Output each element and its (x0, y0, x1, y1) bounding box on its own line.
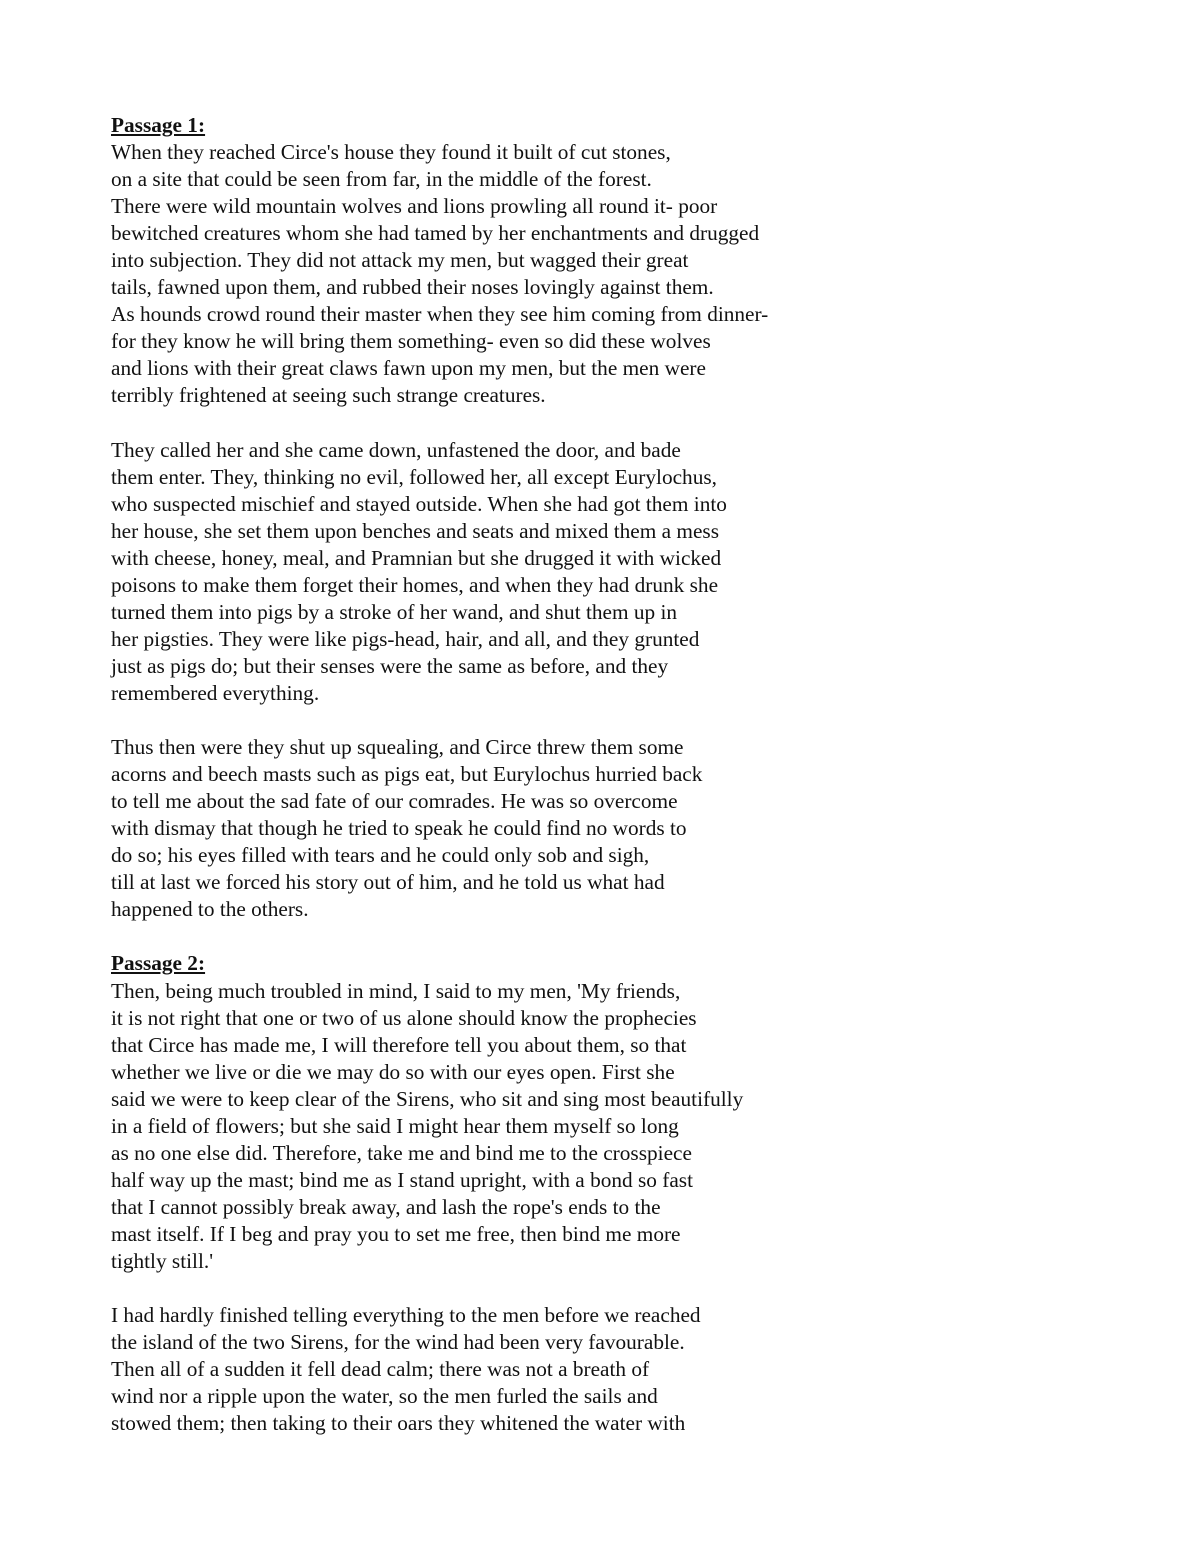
text-line: remembered everything. (111, 680, 320, 705)
text-line: happened to the others. (111, 897, 309, 922)
paragraph (111, 978, 1111, 1276)
text-line: turned them into pigs by a stroke of her wand, and shut them up in (111, 599, 678, 624)
text-line: with cheese, honey, meal, and Pramnian but she drugged it with wicked (111, 545, 722, 570)
text-line: that I cannot possibly break away, and lash the rope's ends to the (111, 1194, 661, 1219)
text-line: bewitched creatures whom she had tamed by her enchantments and drugged (111, 221, 760, 246)
text-line: for they know he will bring them something- even so did these wolves (111, 329, 711, 354)
text-line: stowed them; then taking to their oars they whitened the water with (111, 1411, 686, 1436)
paragraph-gap (111, 707, 1111, 734)
passage-heading: Passage 1: (111, 113, 206, 137)
text-line: her pigsties. They were like pigs-head, hair, and all, and they grunted (111, 626, 700, 651)
text-line: her house, she set them upon benches and seats and mixed them a mess (111, 518, 719, 543)
passage-heading: Passage 2: (111, 951, 206, 976)
text-line: tightly still.' (111, 1248, 214, 1273)
paragraph (111, 437, 1111, 707)
text-line: mast itself. If I beg and pray you to set me free, then bind me more (111, 1221, 681, 1246)
text-line: When they reached Circe's house they found it built of cut stones, (111, 140, 671, 165)
text-line: There were wild mountain wolves and lions prowling all round it- poor (111, 194, 718, 219)
text-line: whether we live or die we may do so with our eyes open. First she (111, 1059, 675, 1084)
passage-2 (111, 950, 1111, 1437)
text-line: to tell me about the sad fate of our comrades. He was so overcome (111, 789, 678, 814)
paragraph (111, 734, 1111, 923)
passage-1 (111, 112, 1111, 950)
text-line: I had hardly finished telling everything to the men before we reached (111, 1303, 701, 1328)
text-line: They called her and she came down, unfastened the door, and bade (111, 437, 681, 462)
text-line: that Circe has made me, I will therefore tell you about them, so that (111, 1032, 687, 1057)
text-line: them enter. They, thinking no evil, followed her, all except Eurylochus, (111, 464, 717, 489)
text-line: on a site that could be seen from far, in the middle of the forest. (111, 167, 652, 192)
text-line: acorns and beech masts such as pigs eat, but Eurylochus hurried back (111, 762, 703, 787)
text-line: terribly frightened at seeing such strange creatures. (111, 383, 546, 408)
paragraph-gap (111, 1275, 1111, 1302)
text-line: wind nor a ripple upon the water, so the men furled the sails and (111, 1384, 658, 1409)
text-line: into subjection. They did not attack my men, but wagged their great (111, 248, 689, 273)
text-line: half way up the mast; bind me as I stand upright, with a bond so fast (111, 1167, 694, 1192)
text-line: with dismay that though he tried to speak he could find no words to (111, 816, 687, 841)
text-line: tails, fawned upon them, and rubbed their noses lovingly against them. (111, 275, 714, 300)
paragraph-gap (111, 923, 1111, 950)
text-line: Thus then were they shut up squealing, and Circe threw them some (111, 735, 684, 760)
text-line: it is not right that one or two of us alone should know the prophecies (111, 1005, 697, 1030)
text-line: who suspected mischief and stayed outside. When she had got them into (111, 491, 727, 516)
text-line: just as pigs do; but their senses were the same as before, and they (111, 653, 669, 678)
text-line: said we were to keep clear of the Sirens, who sit and sing most beautifully (111, 1086, 744, 1111)
text-line: till at last we forced his story out of him, and he told us what had (111, 870, 665, 895)
text-line: as no one else did. Therefore, take me and bind me to the crosspiece (111, 1140, 692, 1165)
document-page (111, 112, 1111, 1437)
text-line: and lions with their great claws fawn upon my men, but the men were (111, 356, 706, 381)
text-line: the island of the two Sirens, for the wind had been very favourable. (111, 1330, 685, 1355)
text-line: in a field of flowers; but she said I might hear them myself so long (111, 1113, 679, 1138)
paragraph (111, 1302, 1111, 1437)
paragraph (111, 139, 1111, 409)
text-line: poisons to make them forget their homes, and when they had drunk she (111, 572, 719, 597)
text-line: As hounds crowd round their master when they see him coming from dinner- (111, 302, 769, 327)
text-line: do so; his eyes filled with tears and he could only sob and sigh, (111, 843, 650, 868)
text-line: Then all of a sudden it fell dead calm; there was not a breath of (111, 1357, 650, 1382)
text-line: Then, being much troubled in mind, I said to my men, 'My friends, (111, 978, 681, 1003)
paragraph-gap (111, 410, 1111, 437)
